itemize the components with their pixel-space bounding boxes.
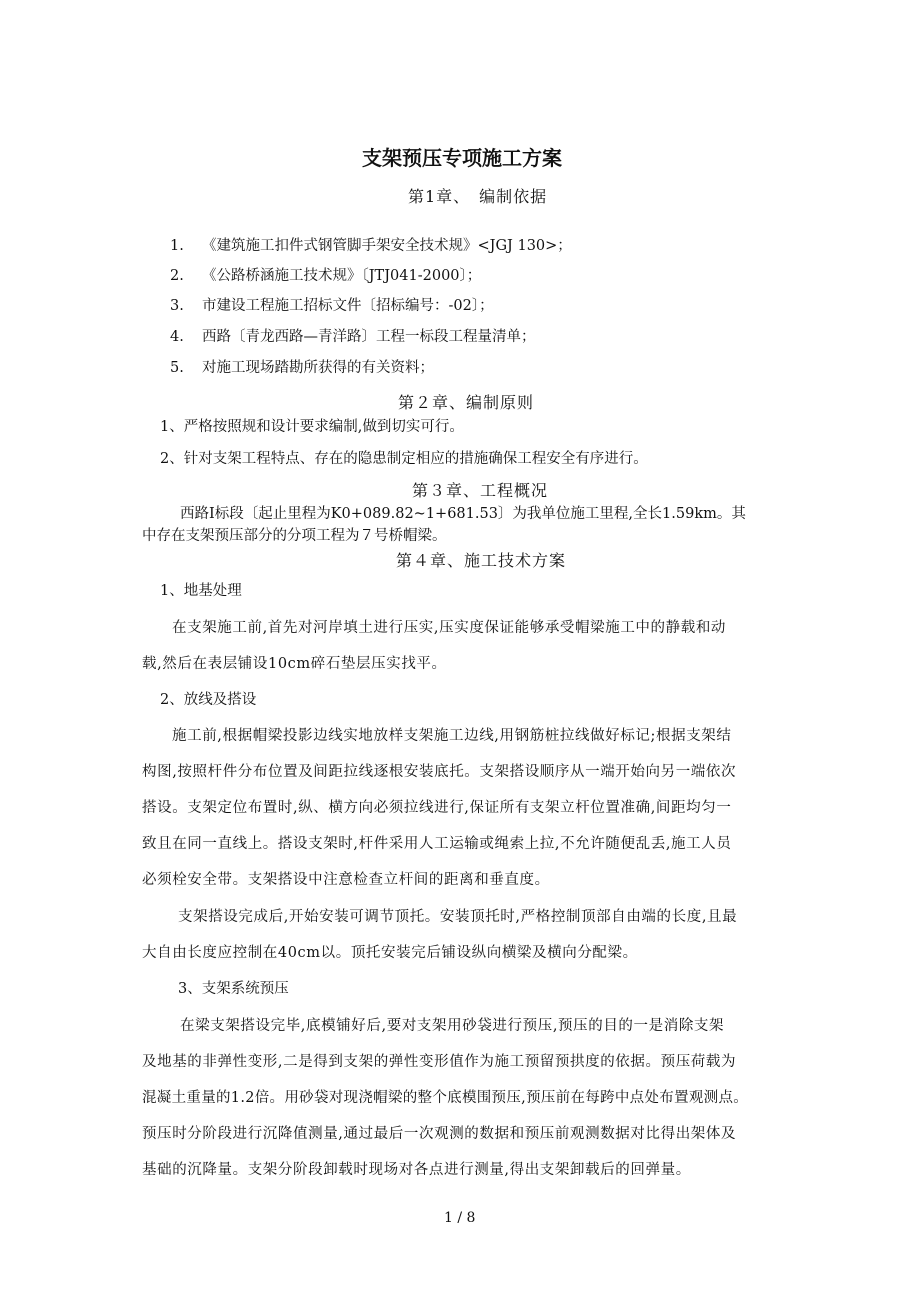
- list-number: 2.: [170, 268, 184, 284]
- list-item: [170, 297, 494, 315]
- list-number: 1.: [170, 238, 184, 254]
- paragraph-line: 在梁支架搭设完毕,底模铺好后,要对支架用砂袋进行预压,预压的目的一是消除支架: [180, 1018, 725, 1034]
- list-item: [170, 359, 434, 377]
- list-text: 《建筑施工扣件式钢管脚手架安全技术规》<JGJ 130>；: [202, 238, 572, 254]
- list-number: 3.: [170, 298, 184, 314]
- list-text: 对施工现场踏勘所获得的有关资料；: [202, 360, 434, 376]
- list-number: 5.: [170, 360, 184, 376]
- list-text: 市建设工程施工招标文件〔招标编号：-02〕；: [202, 298, 494, 314]
- chapter3-heading: 第３章、工程概况: [412, 481, 549, 500]
- section-title: 1、地基处理: [160, 583, 242, 599]
- paragraph-line: 混凝土重量的1.2倍。用砂袋对现浇帽梁的整个底模围预压,预压前在每跨中点处布置观测点。: [142, 1090, 749, 1106]
- paragraph-line: 基础的沉降量。支架分阶段卸载时现场对各点进行测量,得出支架卸载后的回弹量。: [142, 1162, 691, 1178]
- section-title: 3、支架系统预压: [178, 981, 289, 997]
- paragraph-line: 1、严格按照规和设计要求编制,做到切实可行。: [160, 419, 464, 435]
- paragraph-line: 载,然后在表层铺设10cm碎石垫层压实找平。: [142, 656, 447, 672]
- list-text: 《公路桥涵施工技术规》〔JTJ041-2000〕；: [202, 268, 482, 284]
- list-item: [170, 328, 536, 346]
- page-number: 1 / 8: [444, 1210, 476, 1226]
- paragraph-line: 施工前,根据帽梁投影边线实地放样支架施工边线,用钢筋桩拉线做好标记;根据支架结: [172, 728, 732, 744]
- paragraph-line: 大自由长度应控制在40cm以。顶托安装完后铺设纵向横梁及横向分配梁。: [142, 945, 638, 961]
- paragraph-line: 及地基的非弹性变形,二是得到支架的弹性变形值作为施工预留预拱度的依据。预压荷载为: [142, 1054, 737, 1070]
- chapter1-heading: 第1章、 编制依据: [408, 187, 548, 206]
- section-title: 2、放线及搭设: [160, 692, 257, 708]
- chapter4-heading: 第４章、施工技术方案: [396, 551, 567, 570]
- paragraph-line: 支架搭设完成后,开始安装可调节顶托。安装顶托时,严格控制顶部自由端的长度,且最: [178, 909, 738, 925]
- list-number: 4.: [170, 329, 184, 345]
- list-item: [170, 267, 482, 285]
- list-text: 西路〔青龙西路—青洋路〕工程一标段工程量清单；: [202, 329, 536, 345]
- document-title: 支架预压专项施工方案: [362, 146, 562, 170]
- paragraph-line: 2、针对支架工程特点、存在的隐患制定相应的措施确保工程安全有序进行。: [160, 451, 648, 467]
- chapter2-heading: 第２章、编制原则: [398, 393, 535, 412]
- paragraph-line: 构图,按照杆件分布位置及间距拉线逐根安装底托。支架搭设顺序从一端开始向另一端依次: [142, 764, 737, 780]
- paragraph-line: 中存在支架预压部分的分项工程为７号桥帽梁。: [142, 528, 447, 544]
- paragraph-line: 在支架施工前,首先对河岸填土进行压实,压实度保证能够承受帽梁施工中的静载和动: [172, 620, 727, 636]
- paragraph-line: 搭设。支架定位布置时,纵、横方向必须拉线进行,保证所有支架立杆位置准确,间距均匀一: [142, 800, 732, 816]
- paragraph-line: 预压时分阶段进行沉降值测量,通过最后一次观测的数据和预压前观测数据对比得出架体及: [142, 1126, 737, 1142]
- paragraph-line: 必须栓安全带。支架搭设中注意检查立杆间的距离和垂直度。: [142, 872, 550, 888]
- list-item: [170, 237, 572, 255]
- paragraph-line: 西路Ⅰ标段〔起止里程为K0+089.82~1+681.53〕为我单位施工里程,全长1.59km。其: [180, 506, 746, 522]
- paragraph-line: 致且在同一直线上。搭设支架时,杆件采用人工运输或绳索上拉,不允许随便乱丢,施工人员: [142, 836, 732, 852]
